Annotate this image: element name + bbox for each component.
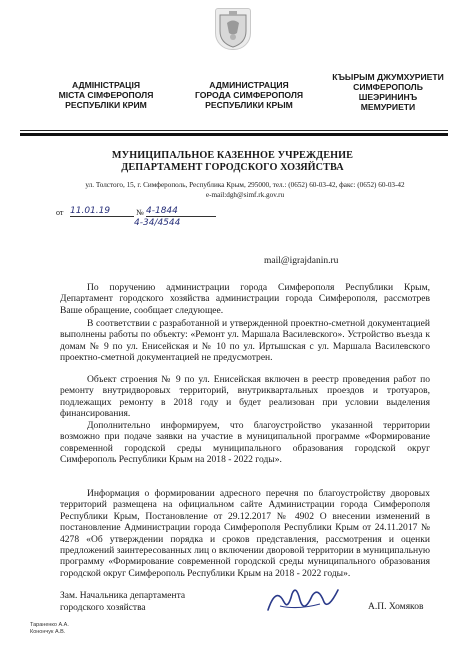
header-left-ukrainian	[36, 80, 176, 110]
header-right-line: МЕМУРИЕТИ	[360, 102, 416, 112]
signatory-name: А.П. Хомяков	[368, 602, 424, 612]
paragraph-2	[60, 318, 430, 364]
position-line2: городского хозяйства	[60, 602, 146, 613]
header-left-line: РЕСПУБЛІКИ КРИМ	[65, 100, 147, 110]
handwritten-date: 11.01.19	[70, 206, 111, 216]
recipient-email: mail@igrajdanin.ru	[264, 256, 339, 266]
handwritten-number: 4-1844	[146, 206, 178, 216]
header-right-line: КЪЫРЫМ ДЖУМХУРИЕТИ	[332, 72, 444, 82]
coat-of-arms-emblem	[215, 8, 251, 50]
number-label: №	[136, 208, 144, 217]
institution-title	[40, 150, 425, 174]
executor-name: Тараненко А.А.	[30, 622, 69, 628]
reference-row	[134, 218, 216, 228]
header-right-line: СИМФЕРОПОЛЬ	[353, 82, 423, 92]
header-divider-thin	[20, 130, 448, 131]
position-line1: Зам. Начальника департамента	[60, 591, 186, 601]
executors-list	[30, 622, 69, 636]
outgoing-number-block	[56, 206, 216, 228]
handwritten-reference: 4-34/4544	[134, 218, 181, 228]
paragraph-4	[60, 420, 430, 466]
date-field	[70, 206, 134, 217]
contacts-address: ул. Толстого, 15, г. Симферополь, Республика Крым, 295000, тел.: (0652) 60-03-42, факс: (0652) 60-03-42	[85, 181, 405, 189]
paragraph-text: В соответствии с разработанной и утвержденной проектно-сметной документацией выполнены работы по объекту: «Ремонт ул. Маршала Василевского». Устройство въезда к домам № 9 по ул. Енисейская и № 10 по ул. Иртышская с ул. Маршала Василевского проектно-сметной документацией не предусмотрен.	[60, 318, 430, 364]
paragraph-text: Дополнительно информируем, что благоустройство указанной территории возможно при подаче заявки на участие в муниципальной программе «Формирование современной городской среды муниципального образования городской округ Симферополь Республики Крым на 2018 - 2022 годы».	[60, 420, 430, 466]
signature-icon	[262, 580, 344, 620]
header-center-line: ГОРОДА СИМФЕРОПОЛЯ	[194, 90, 304, 100]
header-center-line: РЕСПУБЛИКИ КРЫМ	[205, 100, 293, 110]
from-label: от	[56, 208, 64, 217]
institution-line2: ДЕПАРТАМЕНТ ГОРОДСКОГО ХОЗЯЙСТВА	[121, 162, 344, 173]
contacts-email: e-mail:dgh@simf.rk.gov.ru	[205, 191, 285, 199]
header-left-line: АДМІНІСТРАЦІЯ	[71, 80, 141, 90]
signatory-position	[60, 591, 185, 614]
paragraph-3	[60, 374, 430, 420]
institution-line1: МУНИЦИПАЛЬНОЕ КАЗЕННОЕ УЧРЕЖДЕНИЕ	[111, 150, 354, 161]
header-divider-thick	[20, 133, 448, 136]
institution-contacts	[45, 180, 445, 200]
paragraph-1	[60, 282, 430, 316]
paragraph-5	[60, 488, 430, 579]
header-center-russian	[180, 80, 318, 110]
paragraph-text: Объект строения № 9 по ул. Енисейская включен в реестр проведения работ по ремонту внутридворовых территорий, внутриквартальных проездов и тротуаров, подлежащих ремонту в 2018 году и будет реализован при условии выделения финансирования.	[60, 374, 430, 420]
header-left-line: МІСТА СІМФЕРОПОЛЯ	[58, 90, 154, 100]
paragraph-text: Информация о формировании адресного перечня по благоустройству дворовых территорий размещена на официальном сайте Администрации города Симферополя Республики Крым, Постановление от 29.12.2017 № 4902 О внесении изменений в постановление Администрации города Симферополя Республики Крым от 24.11.2017 № 4278 «Об утверждении порядка и сроков представления, рассмотрения и оценки предложений заинтересованных лиц о включении дворовой территории в муниципальную программу «Формирование современной городской среды муниципального образования городской округ Симферополь Республики Крым на 2018 - 2022 годы».	[60, 488, 430, 579]
executor-name: Конончук А.В.	[30, 629, 66, 635]
header-right-line: ШЕЭРИНИНЪ	[358, 92, 418, 102]
handwritten-signature	[262, 580, 344, 620]
header-right-crimean-tatar	[324, 72, 452, 112]
number-field	[146, 206, 216, 217]
coat-of-arms-icon	[216, 9, 250, 49]
paragraph-text: По поручению администрации города Симферополя Республики Крым, Департамент городского хозяйства администрации города Симферополя, рассмотрев Ваше обращение, сообщает следующее.	[60, 282, 430, 316]
header-center-line: АДМИНИСТРАЦИЯ	[209, 80, 289, 90]
